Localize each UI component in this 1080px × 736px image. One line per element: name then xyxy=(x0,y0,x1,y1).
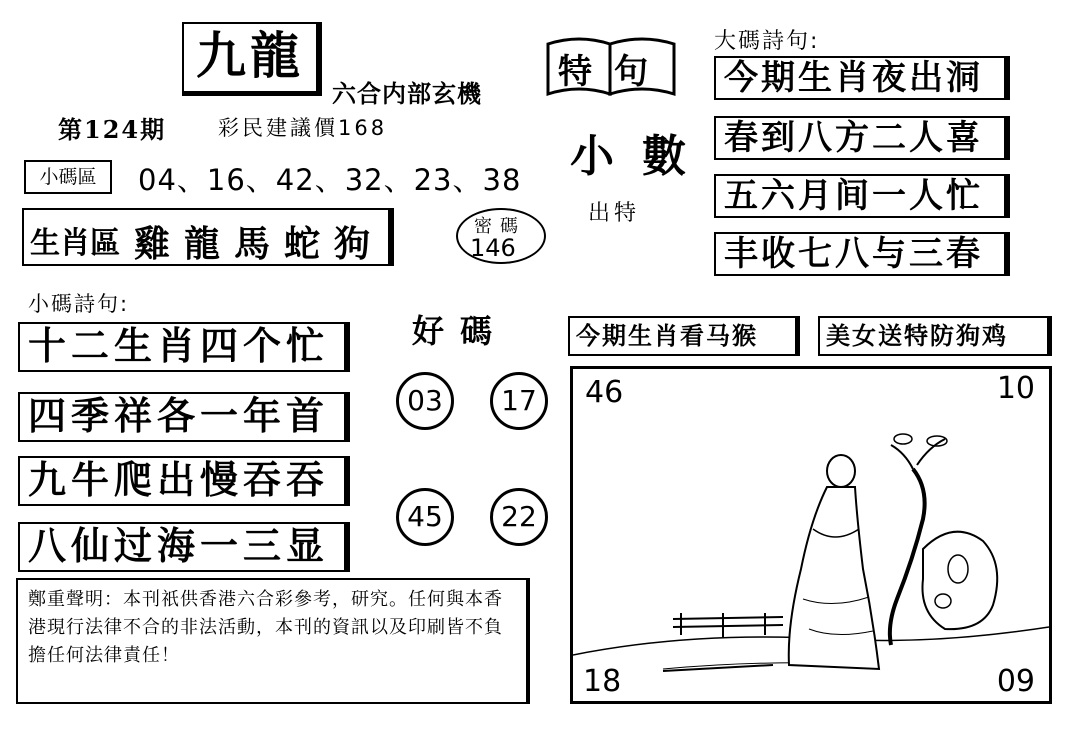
small-poem-line: 四季祥各一年首 xyxy=(18,392,350,442)
picture-frame xyxy=(570,366,1052,704)
disclaimer-text: 鄭重聲明：本刊祇供香港六合彩參考，研究。任何與本香港現行法律不合的非法活動，本刊的資訊以及印刷皆不負擔任何法律責任！ xyxy=(28,589,503,666)
zodiac-animals: 雞龍馬蛇狗 xyxy=(134,223,385,265)
big-poem-line: 春到八方二人喜 xyxy=(714,116,1010,160)
special-phrase-text: 小數 xyxy=(570,131,714,182)
zodiac-label: 生肖區 xyxy=(30,226,120,261)
small-poem-line: 十二生肖四个忙 xyxy=(18,322,350,372)
small-code-label-box xyxy=(24,160,112,194)
good-code-circle: 17 xyxy=(490,372,548,430)
picture-number-top-left: 46 xyxy=(585,375,624,410)
disclaimer-box xyxy=(16,578,530,704)
picture-number-bottom-left: 18 xyxy=(583,664,622,699)
price-label: 彩民建議價168 xyxy=(218,116,388,140)
small-poem-line: 九牛爬出慢吞吞 xyxy=(18,456,350,506)
hint-right: 美女送特防狗鸡 xyxy=(826,321,1008,350)
hint-box-right xyxy=(818,316,1052,356)
big-poem-label: 大碼詩句: xyxy=(714,29,820,54)
secret-code-label: 密碼 xyxy=(474,216,526,237)
good-codes-label: 好碼 xyxy=(412,312,509,350)
secret-code-oval xyxy=(456,208,546,264)
scholar-illustration xyxy=(573,369,1049,701)
big-poem-line: 五六月间一人忙 xyxy=(714,174,1010,218)
good-code-circle: 03 xyxy=(396,372,454,430)
special-phrase-book xyxy=(544,34,678,100)
good-code-circle: 22 xyxy=(490,488,548,546)
big-poem-line: 今期生肖夜出洞 xyxy=(714,56,1010,100)
special-phrase-note: 出特 xyxy=(588,201,641,226)
small-code-label: 小碼區 xyxy=(39,166,97,188)
picture-number-top-right: 10 xyxy=(996,371,1035,406)
small-code-numbers: 04、16、42、32、23、38 xyxy=(138,163,522,197)
zodiac-box xyxy=(22,208,394,266)
big-poem-line: 丰收七八与三春 xyxy=(714,232,1010,276)
title-box xyxy=(182,22,322,96)
small-poem-label: 小碼詩句: xyxy=(28,292,130,316)
page-title: 九龍 xyxy=(196,26,304,85)
small-poem-line: 八仙过海一三显 xyxy=(18,522,350,572)
subtitle: 六合内部玄機 xyxy=(332,79,482,108)
secret-code-value: 146 xyxy=(470,234,516,262)
special-phrase-label: 特句 xyxy=(558,52,670,92)
hint-box-left xyxy=(568,316,800,356)
good-code-circle: 45 xyxy=(396,488,454,546)
issue-number: 第124期 xyxy=(58,115,167,144)
hint-left: 今期生肖看马猴 xyxy=(576,321,758,350)
picture-number-bottom-right: 09 xyxy=(996,664,1035,699)
